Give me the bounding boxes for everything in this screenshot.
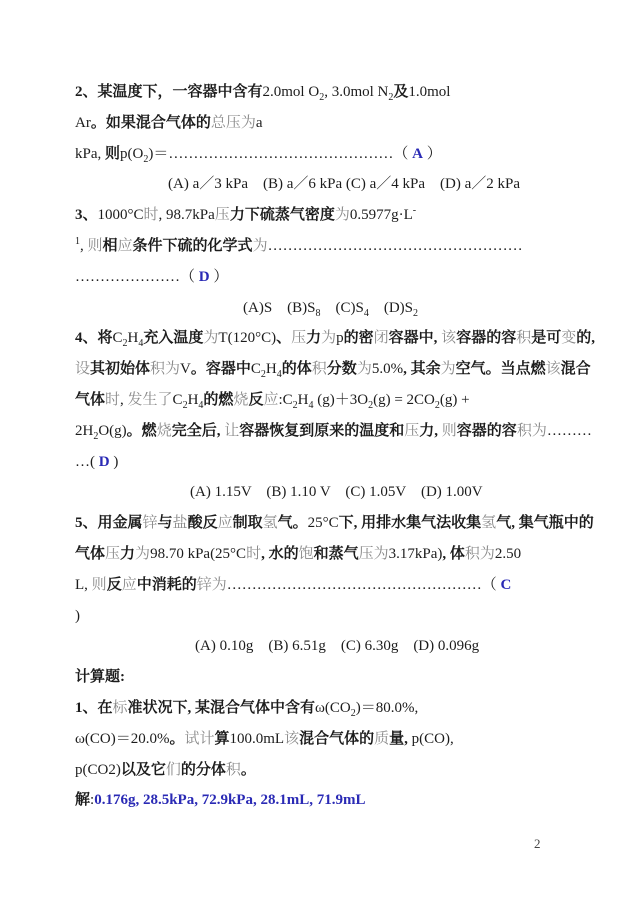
- q5-line3-segment: C: [500, 576, 512, 593]
- q2-line1-segment: , 3.0mol N: [324, 84, 389, 100]
- q3-options-segment: 2: [413, 307, 419, 319]
- q4-line1-segment: 的密: [343, 330, 374, 347]
- q5-line2-segment: 压: [105, 545, 121, 562]
- calc-q1-line3-segment: 。: [240, 761, 256, 778]
- q4-line2-segment: 该: [545, 361, 561, 378]
- q4-line4-segment: 。燃: [126, 422, 157, 439]
- calc-q1-answer-segment: :: [90, 792, 95, 809]
- q4-line2-segment: 为: [440, 361, 456, 378]
- q3-line2: [75, 231, 575, 262]
- q4-line4-segment: 容器的容: [456, 422, 517, 439]
- q4-line1-segment: H: [127, 330, 139, 347]
- q3-line2-segment: 则: [87, 237, 103, 254]
- q5-options-segment: (A) 0.10g (B) 6.51g (C) 6.30g (D) 0.096g: [195, 638, 480, 655]
- calc-q1-line2-segment: 。: [169, 730, 185, 747]
- calc-q1-line2-segment: 质: [374, 730, 390, 747]
- q5-line1-segment: 5、用金属: [75, 515, 143, 532]
- q4-line3-segment: 反: [248, 391, 264, 408]
- q2-line3-segment: （: [393, 145, 413, 162]
- q3-line1-segment: 压: [214, 207, 230, 224]
- q4-line3: [75, 385, 575, 416]
- q4-line1-segment: T(120°C): [218, 330, 277, 347]
- calc-q1-line1-segment: ω(CO: [315, 699, 351, 716]
- q4-line1-segment: 2: [122, 338, 128, 350]
- q5-line1-segment: 应: [217, 515, 233, 532]
- q2-line1-segment: 2、某温度下，一容器中含有: [75, 84, 263, 100]
- q4-line3-segment: 气体: [75, 391, 106, 408]
- q4-line4-segment: 积为: [516, 422, 547, 439]
- q2-line1-segment: 1.0mol: [408, 84, 451, 100]
- q4-line1-segment: 积: [516, 330, 532, 347]
- calc-q1-line3-segment: p(CO2): [75, 761, 121, 778]
- q4-line1: [75, 323, 596, 354]
- q3-line3-segment: ）: [209, 268, 229, 285]
- q5-line2-segment: , 体: [442, 545, 465, 562]
- q4-line1-segment: 的,: [576, 330, 596, 347]
- calc-heading-segment: 计算题:: [75, 669, 125, 686]
- q4-line2-segment: 积为: [150, 361, 181, 378]
- q5-line2-segment: 98.70 kPa(25°C: [150, 545, 247, 562]
- calc-q1-line1: [75, 693, 575, 724]
- q4-line4-segment: 力,: [419, 422, 442, 439]
- q3-line1-segment: 1000°C: [97, 207, 144, 224]
- q4-line2-segment: 设: [75, 361, 91, 378]
- calc-q1-line1-segment: 1、在: [75, 699, 113, 716]
- q3-line2-segment: 应: [117, 237, 133, 254]
- q4-line3-segment: 2: [292, 399, 298, 411]
- q5-line2-segment: 饱: [298, 545, 314, 562]
- q4-line4-segment: 容器恢复到原来的温度和: [239, 422, 405, 439]
- page-number: 2: [534, 836, 541, 851]
- q4-line3-segment: 的燃: [203, 391, 234, 408]
- q4-line2-segment: 积: [311, 361, 327, 378]
- q4-line4-segment: 2H: [75, 422, 94, 439]
- q4-line3-segment: H: [187, 391, 199, 408]
- q5-line1-segment: 盐: [172, 515, 188, 532]
- q4-line3-segment: (g) +: [439, 391, 470, 408]
- q4-line1-segment: 容器的容: [456, 330, 517, 347]
- q5-line2-segment: 积为: [464, 545, 495, 562]
- q4-line3-segment: 时: [105, 391, 121, 408]
- q3-line2-segment: 相: [102, 237, 118, 254]
- q4-line3-segment: 发生了: [127, 391, 173, 408]
- calc-q1-line2-segment: 量,: [389, 730, 412, 747]
- q3-line2-segment: 为: [252, 237, 268, 254]
- calc-q1-line2-segment: 混合气体的: [299, 730, 375, 747]
- calc-q1-line3: [75, 755, 575, 786]
- q5-line3: [75, 570, 575, 601]
- q4-line3-segment: ,: [120, 391, 128, 408]
- q2-line2-segment: a: [255, 114, 263, 131]
- q2-line3-segment: 2: [143, 153, 149, 165]
- q4-line2-segment: 混合: [560, 361, 591, 378]
- calc-q1-line3-segment: 们: [165, 761, 181, 778]
- q5-line1-segment: 酸反: [187, 515, 218, 532]
- q3-line2-segment: ,: [80, 237, 88, 254]
- q5-line1-segment: 气, 集气瓶中的: [496, 515, 594, 532]
- calc-q1-line2-segment: ω(CO)＝20.0%: [75, 730, 170, 747]
- calc-q1-answer-segment: 0.176g, 28.5kPa, 72.9kPa, 28.1mL, 71.9mL: [94, 792, 366, 809]
- q3-options-segment: (A)S (B)S: [243, 299, 316, 316]
- q3-line1-segment: 为: [334, 207, 350, 224]
- q4-line1-segment: 4: [138, 338, 144, 350]
- q5-line1-segment: 锌: [142, 515, 158, 532]
- q5-line3-segment: 反: [106, 576, 122, 593]
- q4-line1-segment: 力: [306, 330, 322, 347]
- q2-line1-segment: 及: [393, 84, 409, 100]
- q4-line4-segment: 则: [441, 422, 457, 439]
- q5-line3-segment: ……………………………………………: [226, 576, 482, 593]
- q4-options-segment: (A) 1.15V (B) 1.10 V (C) 1.05V (D) 1.00V: [190, 484, 483, 501]
- q2-line3: [75, 139, 575, 170]
- q4-line1-segment: 4、将: [75, 330, 113, 347]
- q4-line2: [75, 354, 591, 385]
- q5-line4: [75, 601, 575, 632]
- q5-line2-segment: 3.17kPa): [388, 545, 443, 562]
- q2-options-segment: (A) a／3 kPa (B) a／6 kPa (C) a／4 kPa (D) a／2 kPa: [168, 176, 521, 193]
- q2-line3-segment: p(O: [120, 145, 144, 162]
- q5-line1-segment: 25°C: [307, 515, 339, 532]
- q2-line3-segment: A: [412, 145, 423, 162]
- q2-line1-segment: 2.0mol O: [262, 84, 320, 100]
- q4-line1-segment: 为: [203, 330, 219, 347]
- q4-line3-segment: 4: [198, 399, 204, 411]
- q3-options-segment: (C)S: [320, 299, 364, 316]
- q3-line1-segment: 时: [143, 207, 159, 224]
- q2-line3-segment: kPa,: [75, 145, 105, 162]
- calc-q1-answer-segment: 解: [75, 792, 91, 809]
- q4-line2-segment: 。容器中: [190, 361, 251, 378]
- q5-line1-segment: 氢: [481, 515, 497, 532]
- q5-line3-segment: （: [481, 576, 501, 593]
- q4-line2-segment: 分数: [326, 361, 357, 378]
- q3-options: [75, 293, 575, 324]
- calc-q1-line2-segment: 100.0mL: [229, 730, 285, 747]
- q5-line2-segment: , 水的: [261, 545, 299, 562]
- q4-line5-segment: D: [98, 453, 110, 470]
- q5-line2-segment: 为: [135, 545, 151, 562]
- q5-line1-segment: 与: [157, 515, 173, 532]
- q4-line4-segment: ………: [546, 422, 592, 439]
- q2-line3-segment: ………………………………………: [168, 145, 394, 162]
- q5-line3-segment: 则: [91, 576, 107, 593]
- q2-line3-segment: )＝: [148, 145, 169, 162]
- q4-line3-segment: (g)＋3O: [313, 391, 369, 408]
- q4-line5: [75, 447, 575, 478]
- q4-line2-segment: V: [180, 361, 191, 378]
- q5-line1-segment: 气。: [277, 515, 308, 532]
- q2-line1: [75, 77, 575, 108]
- q5-line3-segment: 中消耗的: [136, 576, 197, 593]
- q5-line1: [75, 508, 594, 539]
- q3-line2-segment: ……………………………………………: [267, 237, 523, 254]
- q5-line2: [75, 539, 575, 570]
- q4-line2-segment: 5.0%: [371, 361, 404, 378]
- q4-line1-segment: 变: [561, 330, 577, 347]
- q3-line1-segment: , 98.7kPa: [158, 207, 215, 224]
- q4-line3-segment: 2: [368, 399, 374, 411]
- q5-line4-segment: ): [75, 607, 80, 624]
- q5-line3-segment: 锌为: [196, 576, 227, 593]
- q3-line1-segment: -: [412, 205, 417, 217]
- calc-q1-line3-segment: 以及它: [120, 761, 166, 778]
- q4-line2-segment: 为: [356, 361, 372, 378]
- calc-q1-line2-segment: p(CO),: [411, 730, 454, 747]
- q4-line1-segment: 是可: [531, 330, 562, 347]
- q4-line1-segment: p: [336, 330, 344, 347]
- q4-line1-segment: 压: [291, 330, 307, 347]
- q5-options: [75, 631, 575, 662]
- q4-options: [75, 477, 575, 508]
- q4-line1-segment: 容器中,: [388, 330, 442, 347]
- q5-line3-segment: 应: [121, 576, 137, 593]
- q5-line2-segment: 压为: [358, 545, 389, 562]
- calc-q1-line1-segment: 准状况下, 某混合气体中含有: [127, 699, 316, 716]
- q4-line3-segment: 2: [434, 399, 440, 411]
- calc-q1-line2: [75, 724, 575, 755]
- q3-line1-segment: 0.5977g·L: [349, 207, 413, 224]
- q3-line2-segment: 1: [75, 235, 80, 247]
- q4-line3-segment: H: [297, 391, 309, 408]
- q4-line3-segment: 应: [263, 391, 279, 408]
- q4-line4-segment: 2: [93, 430, 99, 442]
- q5-line2-segment: 和蒸气: [313, 545, 359, 562]
- q4-line3-segment: (g) = 2CO: [373, 391, 435, 408]
- q4-line1-segment: 闭: [373, 330, 389, 347]
- q4-line4-segment: 让: [224, 422, 240, 439]
- q4-line2-segment: 空气。当点燃: [455, 361, 546, 378]
- q5-line2-segment: 气体: [75, 545, 106, 562]
- q5-line1-segment: 氢: [262, 515, 278, 532]
- q4-line4-segment: 压: [404, 422, 420, 439]
- q4-line1-segment: 为: [321, 330, 337, 347]
- calc-q1-line2-segment: 算: [214, 730, 230, 747]
- q5-line2-segment: 2.50: [494, 545, 522, 562]
- q5-line2-segment: 时: [246, 545, 262, 562]
- q5-line3-segment: L,: [75, 576, 92, 593]
- q4-line4: [75, 416, 592, 447]
- calc-q1-line3-segment: 积: [225, 761, 241, 778]
- q3-options-segment: 4: [363, 307, 369, 319]
- q3-line3-segment: D: [198, 268, 210, 285]
- q3-line1-segment: 力下硫蒸气密度: [229, 207, 335, 224]
- q5-line1-segment: 制取: [232, 515, 263, 532]
- q4-line2-segment: 的体: [281, 361, 312, 378]
- q4-line1-segment: 充入温度: [143, 330, 204, 347]
- document-body: [75, 77, 596, 816]
- q2-line1-segment: 2: [319, 92, 325, 103]
- q4-line2-segment: C: [250, 361, 261, 378]
- calc-q1-line2-segment: 该: [284, 730, 300, 747]
- q4-line4-segment: O(g): [98, 422, 127, 439]
- q4-line2-segment: 其初始体: [90, 361, 151, 378]
- q4-line2-segment: 4: [276, 369, 282, 381]
- q2-line3-segment: 则: [105, 145, 121, 162]
- q5-line1-segment: 下, 用排水集气法收集: [338, 515, 482, 532]
- q2-line3-segment: ）: [422, 145, 442, 162]
- q4-line2-segment: 2: [260, 369, 266, 381]
- q3-line3-segment: （: [180, 268, 199, 285]
- calc-q1-line1-segment: )＝80.0%,: [355, 699, 419, 716]
- calc-q1-line1-segment: 2: [350, 707, 356, 719]
- q2-line1-segment: 2: [388, 92, 394, 103]
- q4-line3-segment: 2: [182, 399, 188, 411]
- q3-line2-segment: 条件下硫的化学式: [132, 237, 253, 254]
- calc-q1-line3-segment: 的分体: [180, 761, 226, 778]
- q3-line1: [75, 200, 575, 231]
- calc-q1-line2-segment: 试计: [184, 730, 215, 747]
- q3-options-segment: (D)S: [368, 299, 414, 316]
- q4-line5-segment: ): [109, 453, 119, 470]
- q2-line2-segment: 总压为: [210, 114, 256, 131]
- calc-q1-line1-segment: 标: [112, 699, 128, 716]
- q4-line2-segment: , 其余: [403, 361, 441, 378]
- q3-options-segment: 8: [315, 307, 321, 319]
- q2-line2-segment: 。如果混合气体的: [90, 114, 211, 131]
- q4-line3-segment: 4: [308, 399, 314, 411]
- q4-line5-segment: …(: [75, 453, 99, 470]
- q3-line3: [75, 262, 575, 293]
- calc-heading: [75, 662, 575, 693]
- q5-line2-segment: 力: [120, 545, 136, 562]
- q3-line3-segment: …………………: [75, 268, 180, 285]
- q4-line2-segment: H: [265, 361, 277, 378]
- q2-options: [75, 169, 575, 200]
- q4-line1-segment: 该: [441, 330, 457, 347]
- q3-line1-segment: 3、: [75, 207, 98, 224]
- q4-line4-segment: 完全后,: [171, 422, 225, 439]
- q2-line2-segment: Ar: [75, 114, 91, 131]
- q4-line1-segment: 、: [276, 330, 292, 347]
- q2-line2: [75, 108, 575, 139]
- q4-line4-segment: 烧: [156, 422, 172, 439]
- q4-line3-segment: C: [172, 391, 183, 408]
- q4-line3-segment: 烧: [233, 391, 249, 408]
- q4-line1-segment: C: [112, 330, 123, 347]
- q4-line3-segment: :C: [278, 391, 293, 408]
- calc-q1-answer: [75, 785, 575, 816]
